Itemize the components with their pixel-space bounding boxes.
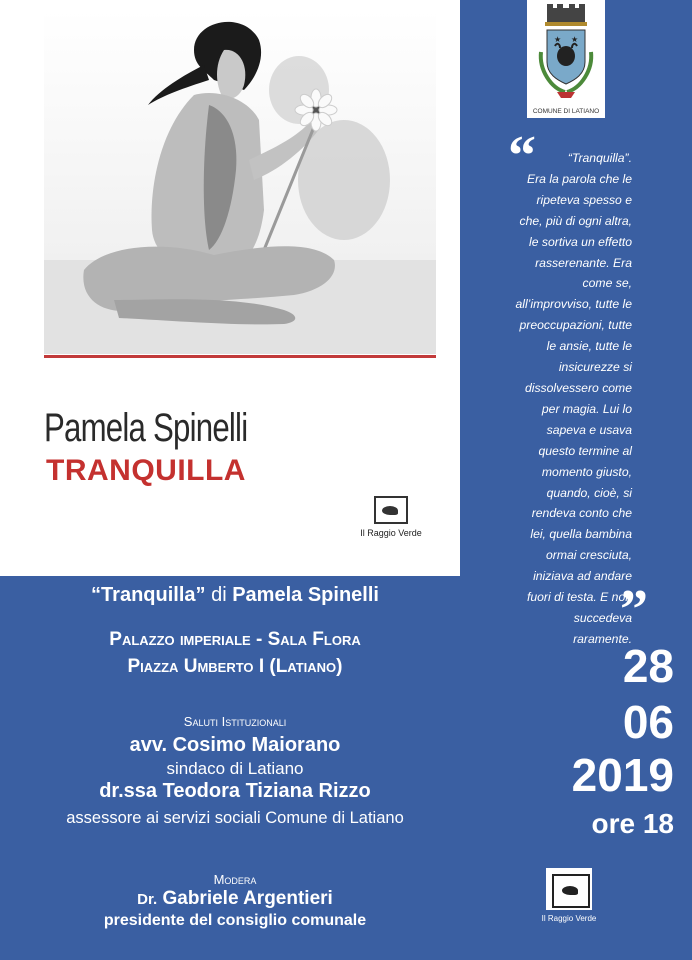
excerpt-line: dissolvessero come [524, 380, 632, 395]
event-month: 06 [622, 696, 674, 748]
coat-of-arms [527, 0, 605, 118]
cover-photo [44, 10, 436, 354]
excerpt-line: le ansie, tutte le [546, 339, 632, 354]
excerpt-line: raramente. [573, 631, 632, 646]
venue-line-2: Piazza Umberto I (Latiano) [127, 656, 343, 677]
cover-title: TRANQUILLA [46, 454, 246, 487]
speaker-2-role: assessore ai servizi sociali Comune di Latiano [66, 809, 404, 827]
excerpt-line: questo termine al [538, 443, 632, 458]
moderator-title: Dr. [137, 891, 158, 908]
svg-text:★: ★ [571, 35, 579, 44]
event-time: ore 18 [591, 808, 674, 839]
excerpt-line: preoccupazioni, tutte [519, 318, 632, 333]
excerpt-line: rasserenante. Era [535, 255, 632, 270]
quote-close-mark: ” [620, 579, 648, 641]
publisher-name: Il Raggio Verde [541, 914, 597, 923]
excerpt-line: all’improvviso, tutte le [515, 297, 632, 312]
publisher-logo-icon [374, 496, 408, 524]
speaker-2-name: dr.ssa Teodora Tiziana Rizzo [99, 780, 371, 802]
publisher-logo-icon [546, 868, 592, 910]
event-day: 28 [622, 640, 674, 692]
seated-woman-with-flower-image [44, 10, 436, 354]
excerpt-line: momento giusto, [541, 464, 632, 479]
excerpt-line: ripeteva spesso e [536, 192, 632, 207]
excerpt-line: Era la parola che le [526, 171, 632, 186]
excerpt-line: rendeva conto che [531, 506, 632, 521]
presented-author: Pamela Spinelli [232, 584, 379, 606]
excerpt-line: succedeva [573, 610, 632, 625]
presentation-connector: di [211, 584, 227, 606]
excerpt-line: fuori di testa. E non [526, 590, 632, 605]
excerpt-line: iniziava ad andare [533, 569, 632, 584]
excerpt-line: ormai cresciuta, [545, 548, 632, 563]
speaker-1-name: avv. Cosimo Maiorano [129, 734, 341, 756]
event-year: 2019 [571, 749, 674, 801]
cover-divider [44, 355, 436, 358]
presentation-title [0, 584, 470, 607]
excerpt-line: che, più di ogni altra, [519, 213, 632, 228]
speaker-1-role: sindaco di Latiano [166, 759, 304, 778]
book-cover [0, 0, 460, 576]
quote-open-mark: “ [508, 125, 536, 187]
excerpt-line: lei, quella bambina [530, 527, 632, 542]
excerpt-line: per magia. Lui lo [541, 401, 632, 416]
presented-book-title: “Tranquilla” [91, 584, 206, 606]
moderator-label: Modera [213, 872, 257, 887]
venue-line-1: Palazzo imperiale - Sala Flora [109, 629, 361, 650]
excerpt-line: “Tranquilla”. [567, 151, 632, 165]
excerpt-line: quando, cioè, si [546, 485, 632, 500]
moderator-name-line [0, 888, 470, 910]
moderator-role: presidente del consiglio comunale [103, 912, 367, 929]
book-excerpt [482, 148, 632, 650]
cover-publisher [356, 496, 426, 538]
excerpt-line: come se, [582, 276, 632, 291]
excerpt-line: insicurezze si [558, 360, 632, 375]
coat-of-arms-caption: COMUNE DI LATIANO [532, 108, 600, 115]
publisher-name: Il Raggio Verde [360, 528, 422, 538]
svg-text:★: ★ [554, 35, 562, 44]
publisher-badge [537, 868, 601, 923]
excerpt-line: sapeva e usava [546, 422, 632, 437]
greetings-label: Saluti Istituzionali [183, 714, 287, 729]
coat-of-arms-icon [527, 0, 605, 104]
cover-author: Pamela Spinelli [44, 406, 248, 450]
excerpt-line: le sortiva un effetto [529, 234, 632, 249]
moderator-name: Gabriele Argentieri [162, 888, 333, 909]
